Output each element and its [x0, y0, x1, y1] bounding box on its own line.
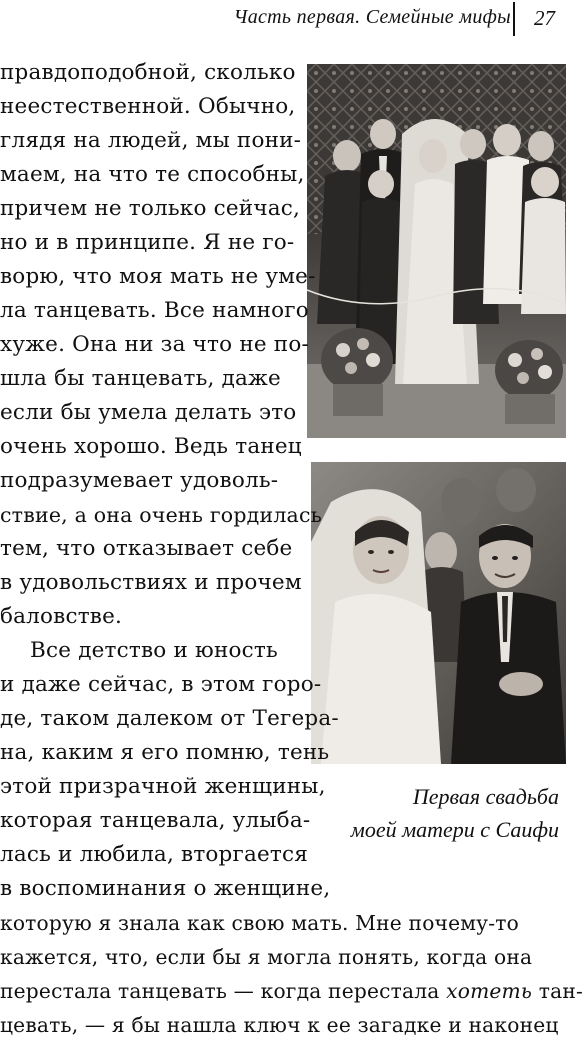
text-line: ворю, что моя мать не уме- [0, 264, 316, 289]
text-line: если бы умела делать это [0, 400, 297, 425]
text-line: тем, что отказывает себе [0, 536, 293, 561]
text-line: этой призрачной женщины, [0, 774, 326, 799]
text-line: кажется, что, если бы я могла понять, когда она [0, 945, 533, 969]
text-line [0, 974, 583, 1008]
text-line: очень хорошо. Ведь танец [0, 434, 302, 459]
text-line: и даже сейчас, в этом горо- [0, 672, 322, 697]
text-line: которая танцевала, улыба- [0, 808, 311, 833]
photo-caption-line: моей матери с Саифи [350, 817, 559, 842]
photo-caption-line: Первая свадьба [412, 784, 559, 809]
text-line: в воспоминания о женщине, [0, 876, 331, 901]
text-line: глядя на людей, мы пони- [0, 128, 302, 153]
text-line: подразумевает удоволь- [0, 468, 279, 493]
text-line: цевать, — я бы нашла ключ к ее загадке и наконец [0, 1013, 559, 1037]
bride-groom-photo [311, 462, 566, 764]
text-line: неестественной. Обычно, [0, 94, 296, 119]
text-line: де, таком далеком от Тегера- [0, 706, 339, 731]
text-line: но и в принципе. Я не го- [0, 230, 295, 255]
text-line: хуже. Она ни за что не по- [0, 332, 309, 357]
text-line: шла бы танцевать, даже [0, 366, 281, 391]
wedding-group-photo [307, 64, 566, 438]
text-line: маем, на что те способны, [0, 162, 305, 187]
running-head: Часть первая. Семейные мифы [233, 6, 511, 28]
page-header [0, 0, 569, 42]
text-line: лась и любила, вторгается [0, 842, 309, 867]
text-line: ла танцевать. Все намного [0, 298, 309, 323]
text-line: баловстве. [0, 604, 123, 629]
text-segment: перестала танцевать — когда перестала [0, 979, 447, 1003]
text-line: в удовольствиях и прочем [0, 570, 302, 595]
text-line: ствие, а она очень гордилась [0, 503, 323, 527]
text-line: правдоподобной, сколько [0, 60, 296, 85]
text-segment: тан- [532, 979, 583, 1003]
text-line: которую я знала как свою мать. Мне почему-то [0, 911, 519, 935]
italic-emphasis: хотеть [446, 979, 533, 1003]
paragraph-first-line: Все детство и юность [30, 638, 278, 663]
header-divider [513, 2, 515, 36]
text-line: на, каким я его помню, тень [0, 740, 330, 765]
text-line: причем не только сейчас, [0, 196, 301, 221]
page-number: 27 [534, 6, 555, 30]
